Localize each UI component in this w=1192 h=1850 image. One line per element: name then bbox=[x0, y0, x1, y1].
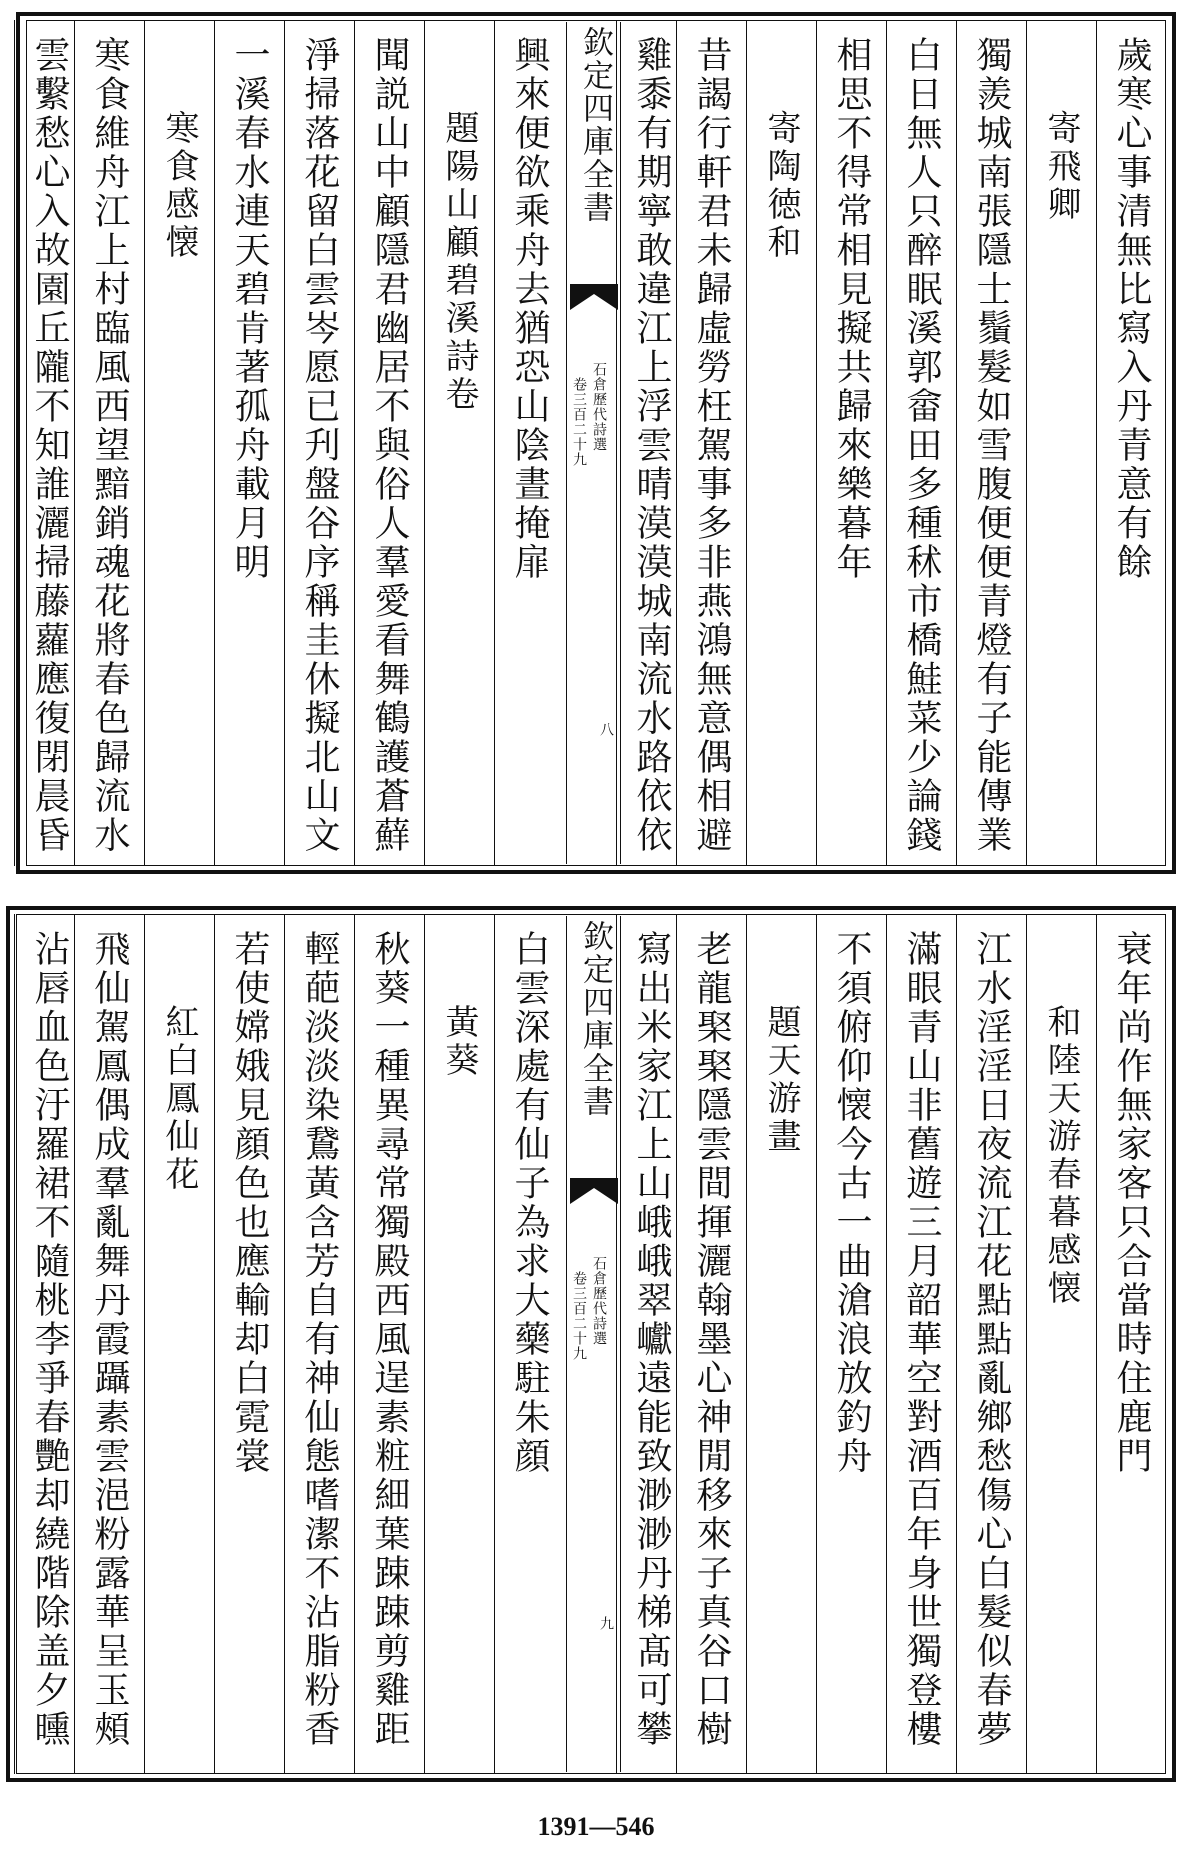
colophon-title: 石倉歷代詩選 bbox=[591, 362, 607, 452]
poem-line-left-4: 若使嫦娥見顔色也應輸却白霓裳 bbox=[229, 930, 270, 1476]
column-rule bbox=[424, 914, 425, 1774]
column-rule bbox=[616, 20, 617, 866]
poem-line-left-2: 秋葵一種異尋常獨殿西風逞素粧細葉踈踈剪雞距 bbox=[369, 930, 410, 1749]
poem-line-right-4: 相思不得常相見擬共歸來樂暮年 bbox=[831, 36, 872, 582]
fold-rule-left bbox=[566, 916, 567, 1772]
colophon-volume: 卷三百二十九 bbox=[571, 1271, 587, 1361]
poem-line-left-2: 聞説山中顧隱君幽居不與俗人羣愛看舞鶴護蒼蘚 bbox=[369, 36, 410, 855]
column-rule bbox=[676, 20, 677, 866]
top-page-center-fold bbox=[566, 22, 622, 864]
poem-line-right-3: 滿眼青山非舊遊三月韶華空對酒百年身世獨登樓 bbox=[901, 930, 942, 1749]
poem-title-left-5: 紅白鳳仙花 bbox=[159, 1004, 199, 1194]
column-rule bbox=[144, 20, 145, 866]
column-rule bbox=[1096, 914, 1097, 1774]
poem-line-left-4: 一溪春水連天碧肯著孤舟載月明 bbox=[229, 36, 270, 582]
poem-line-right-7: 雞黍有期寧敢違江上浮雲晴漠漠城南流水路依依 bbox=[631, 36, 672, 855]
column-rule bbox=[74, 20, 75, 866]
column-rule bbox=[616, 914, 617, 1774]
column-rule bbox=[284, 20, 285, 866]
column-rule bbox=[886, 20, 887, 866]
column-rule bbox=[214, 914, 215, 1774]
fishtail-ornament-icon bbox=[570, 1178, 618, 1204]
colophon-volume: 卷三百二十九 bbox=[571, 377, 587, 467]
poem-title-right-1: 寄飛卿 bbox=[1041, 110, 1081, 224]
column-rule bbox=[816, 20, 817, 866]
column-rule bbox=[214, 20, 215, 866]
column-rule bbox=[676, 914, 677, 1774]
column-rule bbox=[746, 914, 747, 1774]
column-rule bbox=[956, 20, 957, 866]
column-rule bbox=[424, 20, 425, 866]
poem-line-right-6: 老龍棸棸隱雲間揮灑翰墨心神閒移來子真谷口樹 bbox=[691, 930, 732, 1749]
page-number: 八 bbox=[598, 722, 614, 736]
poem-title-left-5: 寒食感懐 bbox=[159, 110, 199, 262]
column-rule bbox=[14, 914, 15, 1774]
column-rule bbox=[284, 914, 285, 1774]
fold-rule-right bbox=[620, 22, 621, 864]
column-rule bbox=[746, 20, 747, 866]
poem-title-right-1: 和陸天游春暮感懐 bbox=[1041, 1004, 1081, 1308]
book-title: 欽定四庫全書 bbox=[577, 920, 613, 1118]
poem-line-left-0: 白雲深處有仙子為求大藥駐朱顔 bbox=[509, 930, 550, 1476]
poem-line-right-7: 寫出米家江上山峨峨翠巘遠能致渺渺丹梯髙可攀 bbox=[631, 930, 672, 1749]
poem-line-left-6: 飛仙駕鳳偶成羣亂舞丹霞躡素雲浥粉露華呈玉頰 bbox=[89, 930, 130, 1749]
poem-line-right-0: 衰年尚作無家客只合當時住鹿門 bbox=[1111, 930, 1152, 1476]
column-rule bbox=[494, 20, 495, 866]
bottom-page-center-fold bbox=[566, 916, 622, 1772]
poem-line-left-6: 寒食維舟江上村臨風西望黯銷魂花將春色歸流水 bbox=[89, 36, 130, 855]
poem-title-right-5: 題天游畫 bbox=[761, 1004, 801, 1156]
column-rule bbox=[956, 914, 957, 1774]
book-title: 欽定四庫全書 bbox=[577, 26, 613, 224]
column-rule bbox=[816, 914, 817, 1774]
poem-line-right-6: 昔謁行軒君未歸虛勞枉駕事多非燕鴻無意偶相避 bbox=[691, 36, 732, 855]
poem-line-left-7: 沾唇血色汙羅裙不隨桃李爭春艷却繞階除盖夕曛 bbox=[29, 930, 70, 1749]
column-rule bbox=[1026, 914, 1027, 1774]
poem-title-left-1: 黃葵 bbox=[439, 1004, 479, 1080]
column-rule bbox=[354, 20, 355, 866]
column-rule bbox=[886, 914, 887, 1774]
poem-title-left-1: 題陽山顧碧溪詩卷 bbox=[439, 110, 479, 414]
page-number: 九 bbox=[598, 1616, 614, 1630]
poem-line-left-3: 淨掃落花留白雲岑愿已刋盤谷序稱圭休擬北山文 bbox=[299, 36, 340, 855]
poem-line-left-3: 輕葩淡淡染鵞黃含芳自有神仙態嗜潔不沾脂粉香 bbox=[299, 930, 340, 1749]
column-rule bbox=[14, 20, 15, 866]
poem-line-left-0: 興來便欲乘舟去猶恐山陰晝掩扉 bbox=[509, 36, 550, 582]
poem-line-right-2: 獨羨城南張隱士鬚髮如雪腹便便青燈有子能傳業 bbox=[971, 36, 1012, 855]
poem-line-left-7: 雲繫愁心入故園丘隴不知誰灑掃藤蘿應復閉晨昏 bbox=[29, 36, 70, 855]
poem-line-right-0: 歲寒心事清無比寫入丹青意有餘 bbox=[1111, 36, 1152, 582]
page-footer-number: 1391—546 bbox=[537, 1812, 655, 1841]
column-rule bbox=[354, 914, 355, 1774]
poem-title-right-5: 寄陶徳和 bbox=[761, 110, 801, 262]
poem-line-right-3: 白日無人只醉眠溪郭畲田多種秫市橋鮭菜少論錢 bbox=[901, 36, 942, 855]
colophon-title: 石倉歷代詩選 bbox=[591, 1256, 607, 1346]
fold-rule-left bbox=[566, 22, 567, 864]
fold-rule-right bbox=[620, 916, 621, 1772]
column-rule bbox=[74, 914, 75, 1774]
column-rule bbox=[1026, 20, 1027, 866]
column-rule bbox=[1096, 20, 1097, 866]
column-rule bbox=[144, 914, 145, 1774]
fishtail-ornament-icon bbox=[570, 284, 618, 310]
poem-line-right-2: 江水淫淫日夜流江花點點亂鄉愁傷心白髮似春夢 bbox=[971, 930, 1012, 1749]
poem-line-right-4: 不須俯仰懐今古一曲滄浪放釣舟 bbox=[831, 930, 872, 1476]
column-rule bbox=[494, 914, 495, 1774]
